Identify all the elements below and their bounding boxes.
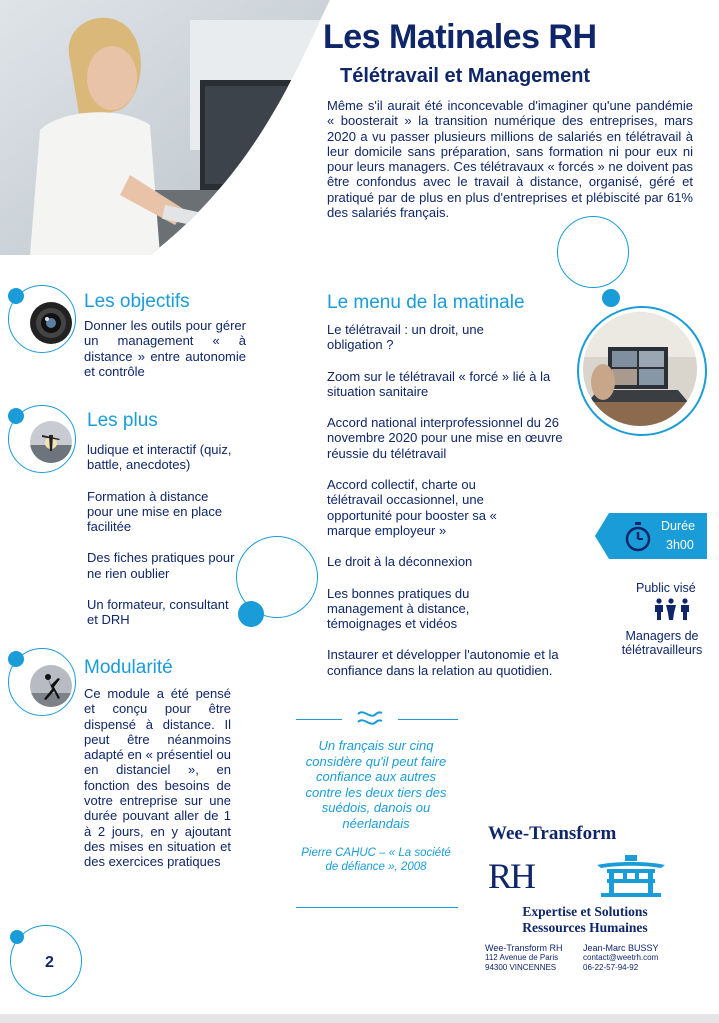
plus-item: Formation à distance pour une mise en place facilitée (87, 488, 223, 535)
contact-line: contact@weetrh.com (583, 953, 659, 962)
brand-tagline-line2: Ressources Humaines (522, 920, 648, 935)
pagoda-logo-icon (595, 853, 667, 906)
plus-item: Des fiches pratiques pour ne rien oublier (87, 550, 235, 581)
quote-author: Pierre CAHUC – « La société de défiance », 2008 (301, 847, 451, 873)
people-icon (654, 598, 694, 625)
modularite-dot (8, 651, 24, 667)
decor-ring (557, 216, 629, 288)
decor-dot (238, 601, 264, 627)
public-value: Managers de télétravailleurs (621, 629, 703, 657)
quote-line-bottom (296, 907, 458, 908)
duree-value: 3h00 (666, 538, 694, 552)
menu-item: Le droit à la déconnexion (327, 554, 473, 570)
objectifs-dot (8, 288, 24, 304)
page-number: 2 (45, 954, 54, 971)
video-call-photo (583, 312, 697, 426)
intro-paragraph: Même s'il aurait été inconcevable d'imaginer qu'une pandémie « boosterait » la transition numérique des entreprises, mars 2020 a vu passer plusieurs millions de salariés en télétravail à leur domicile sans préparation, sans formation ni pour eux ni pour leurs managers. Ces télétravaux « forcés » ne doivent pas être confondus avec le travail à distance, organisé, géré et pratiqué par de plus en plus d'entreprises et plébiscité par 61% des salariés français. (327, 98, 693, 221)
modularite-title: Modularité (84, 657, 173, 678)
menu-item: Instaurer et développer l'autonomie et la confiance dans la relation au quotidien. (327, 647, 559, 678)
address-line: 112 Avenue de Paris (485, 953, 559, 962)
wave-icon (356, 708, 384, 733)
hero-photo (0, 0, 330, 255)
duree-label: Durée (661, 519, 696, 533)
plus-list (87, 442, 237, 644)
quote-line-right (398, 719, 458, 720)
page-title: Les Matinales RH (323, 18, 597, 56)
plus-dot (8, 408, 24, 424)
menu-title: Le menu de la matinale (327, 292, 525, 313)
contact-line: 06-22-57-94-92 (583, 963, 639, 972)
menu-item: Accord collectif, charte ou télétravail occasionnel, une opportunité pour booster sa « marque employeur » (327, 477, 497, 538)
brand-rh: RH (488, 856, 535, 896)
contact-line: Jean-Marc BUSSY (583, 943, 659, 953)
brand-name: Wee-Transform (488, 823, 617, 844)
menu-item: Les bonnes pratiques du management à distance, témoignages et vidéos (327, 585, 470, 632)
menu-item: Zoom sur le télétravail « forcé » lié à la situation sanitaire (327, 368, 551, 399)
address-line: Wee-Transform RH (485, 943, 563, 953)
decor-dot (602, 289, 620, 307)
modularite-text: Ce module a été pensé et conçu pour être dispensé à distance. Il peut être néanmoins adapté en « présentiel ou en distanciel », en fonction des besoins de votre entreprise sur une durée pouvant aller de 1 à 2 jours, en y ajoutant des mises en situation et des exercices pratiques (84, 686, 231, 870)
menu-item: Le télétravail : un droit, une obligation ? (327, 322, 484, 353)
plus-item: ludique et interactif (quiz, battle, anecdotes) (87, 442, 232, 473)
plus-item: Un formateur, consultant et DRH (87, 597, 229, 628)
brand-contact (583, 943, 659, 973)
dancer-icon (30, 665, 72, 707)
objectifs-title: Les objectifs (84, 291, 190, 312)
duree-badge (609, 513, 707, 559)
camera-lens-icon (30, 302, 72, 344)
address-line: 94300 VINCENNES (485, 963, 557, 972)
brand-tagline (485, 904, 685, 936)
footer-bar (0, 1014, 719, 1023)
quote-line-left (296, 719, 342, 720)
stopwatch-icon (625, 522, 651, 557)
menu-list (327, 322, 583, 694)
objectifs-text: Donner les outils pour gérer un management « à distance » entre autonomie et contrôle (84, 318, 246, 379)
page-subtitle: Télétravail et Management (340, 65, 591, 87)
public-label: Public visé (636, 581, 696, 595)
quote-text: Un français sur cinq considère qu'il peut faire confiance aux autres contre les deux tiers des suédois, danois ou néerlandais (305, 738, 447, 831)
plus-title: Les plus (87, 410, 158, 431)
menu-item: Accord national interprofessionnel du 26 novembre 2020 pour une mise en œuvre réussie du télétravail (327, 415, 563, 461)
page-number-dot (10, 930, 24, 944)
sunset-icon (30, 421, 72, 463)
brand-address (485, 943, 563, 973)
brand-tagline-line1: Expertise et Solutions (522, 904, 648, 919)
